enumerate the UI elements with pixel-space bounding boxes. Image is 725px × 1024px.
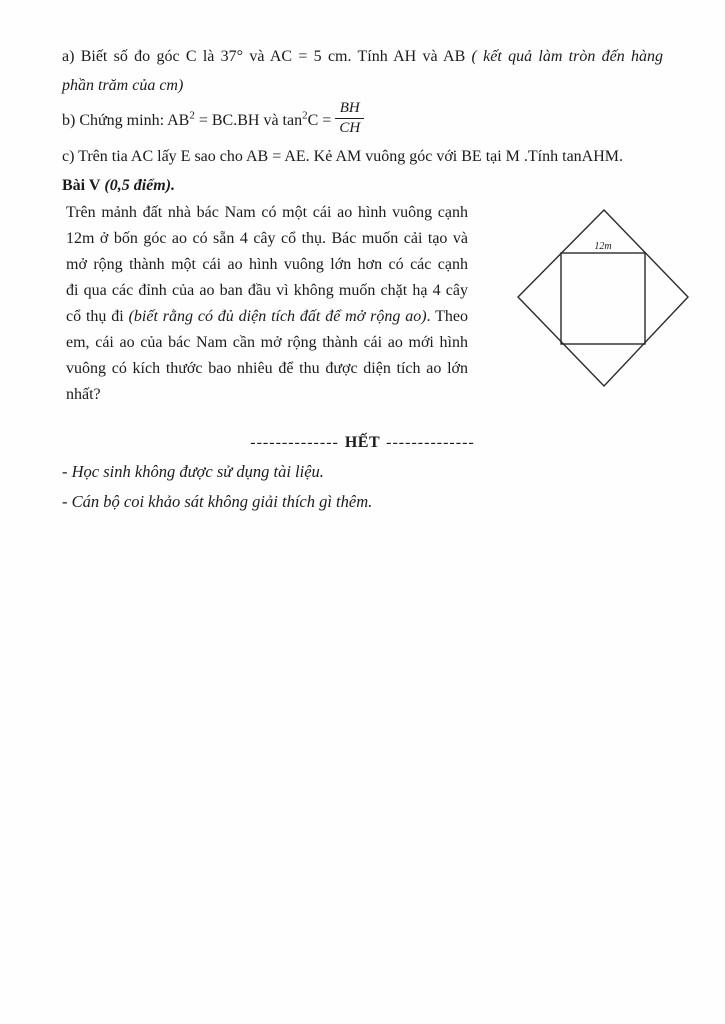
paragraph-line: nhất? [66,386,101,403]
paragraph-line-italic: (biết rằng có đủ diện tích đất để mở rộng ao) [128,308,427,325]
question-c: c) Trên tia AC lấy E sao cho AB = AE. Kẻ AM vuông góc với BE tại M .Tính tanAHM. [62,148,624,165]
end-marker-label: HẾT [344,434,381,451]
end-marker-dashes-right: -------------- [386,434,475,451]
question-a-line1 [62,42,663,71]
footer-note-1: - Học sinh không được sử dụng tài liệu. [62,462,324,481]
paragraph-line: 12m ở bốn góc ao có sẵn 4 cây cổ thụ. Bác muốn cải tạo và [66,230,468,247]
fraction-denominator: CH [339,120,361,137]
bai-v-heading-label: Bài V [62,177,101,194]
dimension-label: 12m [594,241,612,252]
question-b-part3: C = [307,112,336,129]
question-a-text: a) Biết số đo góc C là 37° và AC = 5 cm. Tính AH và AB [62,48,472,65]
question-a-note-start: ( kết quả làm tròn đến hàng [471,48,664,65]
paragraph-line: Trên mảnh đất nhà bác Nam có một cái ao hình vuông cạnh [66,204,468,221]
paragraph-line-mixed [66,304,468,330]
paragraph-line-pre: cổ thụ đi [66,308,129,325]
inner-square [561,253,645,344]
question-b-part1: b) Chứng minh: AB [62,112,190,129]
paragraph-line: đi qua các đỉnh của ao ban đầu vì không muốn chặt hạ 4 cây [66,282,468,299]
paragraph-line: em, cái ao của bác Nam cần mở rộng thành cái ao mới hình [66,334,468,351]
question-b-sup2: 2 [302,109,308,122]
question-b [62,100,663,142]
paragraph-line: mở rộng thành một cái ao hình vuông lớn hơn có các cạnh [66,256,468,273]
paragraph-line-post: . Theo [426,308,468,325]
fraction-bh-ch [335,100,364,138]
end-marker [62,434,663,452]
question-b-sup1: 2 [189,109,195,122]
question-a-line2: phần trăm của cm) [62,77,184,94]
footer-note-2: - Cán bộ coi khảo sát không giải thích gì thêm. [62,492,373,511]
outer-diamond-square [518,210,688,386]
fraction-numerator: BH [335,100,364,119]
end-marker-dashes-left: -------------- [250,434,339,451]
bai-v-heading-points: (0,5 điểm). [100,177,176,194]
bai-v-paragraph [66,200,468,408]
pond-diagram [512,203,692,393]
bai-v-heading [62,171,663,200]
question-b-part2: = BC.BH và tan [194,112,303,129]
paragraph-line: vuông có kích thước bao nhiêu để thu được diện tích ao lớn [66,360,468,377]
